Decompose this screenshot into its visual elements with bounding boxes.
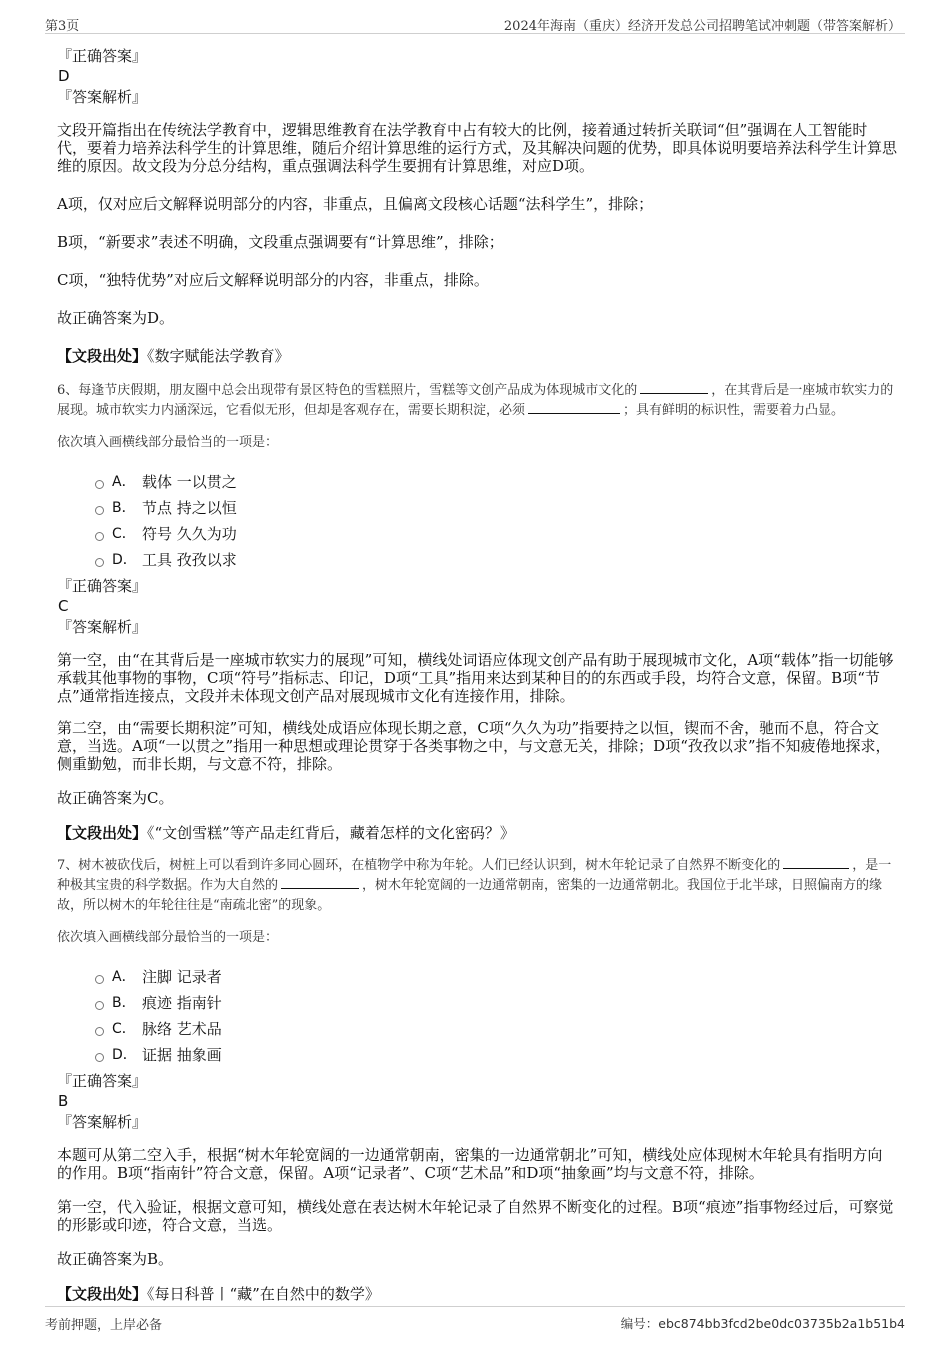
option-a[interactable]: A． 载体 一以贯之 — [95, 469, 897, 495]
option-a[interactable]: A． 注脚 记录者 — [95, 964, 897, 990]
answer-value: B — [58, 1092, 69, 1110]
analysis-paragraph: 文段开篇指出在传统法学教育中，逻辑思维教育在法学教育中占有较大的比例，接着通过转折关联词“但”强调在人工智能时代，要着力培养法科学生的计算思维，随后介绍计算思维的运行方式，及其解决问题的优势，即具体说明要培养法科学生计算思维的原因。故文段为分总分结构，重点强调法科学生要拥有计算思维，对应D项。 — [57, 121, 898, 175]
source-line — [57, 1285, 897, 1303]
option-b[interactable]: B． 痕迹 指南针 — [95, 990, 897, 1016]
analysis-paragraph: 第一空，代入验证，根据文意可知，横线处意在表达树木年轮记录了自然界不断变化的过程。B项“痕迹”指事物经过后，可察觉的形影或印迹，符合文意，当选。 — [57, 1198, 894, 1234]
radio-icon[interactable] — [95, 1001, 104, 1010]
footer-slogan: 考前押题，上岸必备 — [45, 1318, 163, 1333]
option-c[interactable]: C． 脉络 艺术品 — [95, 1016, 897, 1042]
radio-icon[interactable] — [95, 506, 104, 515]
option-list — [95, 469, 897, 573]
source-line — [57, 347, 897, 365]
answer-value: D — [58, 67, 70, 85]
analysis-paragraph: C项，“独特优势”对应后文解释说明部分的内容，非重点，排除。 — [57, 271, 489, 289]
answer-value: C — [58, 597, 69, 615]
analysis-paragraph: 第二空，由“需要长期积淀”可知，横线处成语应体现长期之意，C项“久久为功”指要持之以恒，锲而不舍，驰而不息，符合文意，当选。A项“一以贯之”指用一种思想或理论贯穿于各类事物之中，与文意无关，排除；D项“孜孜以求”指不知疲倦地探求，侧重勤勉，而非长期，与文意不符，排除。 — [57, 719, 891, 773]
source-label: 【文段出处】 — [57, 1285, 148, 1303]
source-title: 《数字赋能法学教育》 — [147, 347, 290, 365]
question-stem: 7、树木被砍伐后，树桩上可以看到许多同心圆环，在植物学中称为年轮。人们已经认识到，树木年轮记录了自然界不断变化的 ，是一种极其宝贵的科学数据。作为大自然的 ，树木年轮宽阔的一边通常朝南，密集的一边通常朝北。我国位于北半球，日照偏南方的缘故，所以树木的年轮往往是“南疏北密”的现象。 — [57, 858, 892, 913]
document-title: 2024年海南（重庆）经济开发总公司招聘笔试冲刺题（带答案解析） — [503, 19, 901, 34]
question-prompt: 依次填入画横线部分最恰当的一项是： — [57, 435, 279, 450]
source-label: 【文段出处】 — [57, 824, 148, 842]
blank-line — [640, 381, 708, 394]
blank-line — [281, 876, 359, 889]
analysis-label: 『答案解析』 — [57, 618, 148, 636]
source-title: 《“文创雪糕”等产品走红背后，藏着怎样的文化密码？》 — [147, 824, 515, 842]
source-title: 《每日科普丨“藏”在自然中的数学》 — [147, 1285, 380, 1303]
conclusion-paragraph: 故正确答案为B。 — [57, 1250, 174, 1268]
analysis-paragraph: 第一空，由“在其背后是一座城市软实力的展现”可知，横线处词语应体现文创产品有助于展现城市文化，A项“载体”指一切能够承载其他事物的事物，C项“符号”指标志、印记，D项“工具”指用来达到某种目的的东西或手段，均符合文意，保留。B项“节点”通常指连接点，文段并未体现文创产品对展现城市文化有连接作用，排除。 — [57, 651, 894, 705]
page-number: 第3页 — [45, 19, 80, 34]
radio-icon[interactable] — [95, 480, 104, 489]
analysis-paragraph: A项，仅对应后文解释说明部分的内容，非重点，且偏离文段核心话题“法科学生”，排除； — [57, 195, 654, 213]
analysis-label: 『答案解析』 — [57, 88, 148, 106]
radio-icon[interactable] — [95, 975, 104, 984]
radio-icon[interactable] — [95, 1053, 104, 1062]
option-d[interactable]: D． 证据 抽象画 — [95, 1042, 897, 1068]
radio-icon[interactable] — [95, 1027, 104, 1036]
question-stem: 6、每逢节庆假期，朋友圈中总会出现带有景区特色的雪糕照片，雪糕等文创产品成为体现城市文化的 ，在其背后是一座城市软实力的展现。城市软实力内涵深远，它看似无形，但却是客观存在，需要长期积淀，必须 ；具有鲜明的标识性，需要着力凸显。 — [57, 383, 894, 418]
page-content — [57, 40, 897, 1303]
answer-label: 『正确答案』 — [57, 1072, 148, 1090]
option-c[interactable]: C． 符号 久久为功 — [95, 521, 897, 547]
answer-label: 『正确答案』 — [57, 47, 148, 65]
option-d[interactable]: D． 工具 孜孜以求 — [95, 547, 897, 573]
question-prompt: 依次填入画横线部分最恰当的一项是： — [57, 930, 279, 945]
radio-icon[interactable] — [95, 532, 104, 541]
source-line — [57, 824, 897, 842]
document-id: 编号：ebc874bb3fcd2be0dc03735b2a1b51b4 — [620, 1316, 905, 1331]
blank-line — [783, 856, 849, 869]
answer-label: 『正确答案』 — [57, 577, 148, 595]
blank-line — [528, 401, 620, 414]
analysis-paragraph: B项，“新要求”表述不明确，文段重点强调要有“计算思维”，排除； — [57, 233, 504, 251]
option-list — [95, 964, 897, 1068]
source-label: 【文段出处】 — [57, 347, 148, 365]
conclusion-paragraph: 故正确答案为D。 — [57, 309, 175, 327]
conclusion-paragraph: 故正确答案为C。 — [57, 789, 174, 807]
analysis-label: 『答案解析』 — [57, 1113, 148, 1131]
page-footer — [45, 1306, 905, 1337]
analysis-paragraph: 本题可从第二空入手，根据“树木年轮宽阔的一边通常朝南，密集的一边通常朝北”可知，横线处应体现树木年轮具有指明方向的作用。B项“指南针”符合文意，保留。A项“记录者”、C项“艺术品”和D项“抽象画”均与文意不符，排除。 — [57, 1146, 883, 1182]
page-header — [45, 11, 905, 34]
option-b[interactable]: B． 节点 持之以恒 — [95, 495, 897, 521]
radio-icon[interactable] — [95, 558, 104, 567]
